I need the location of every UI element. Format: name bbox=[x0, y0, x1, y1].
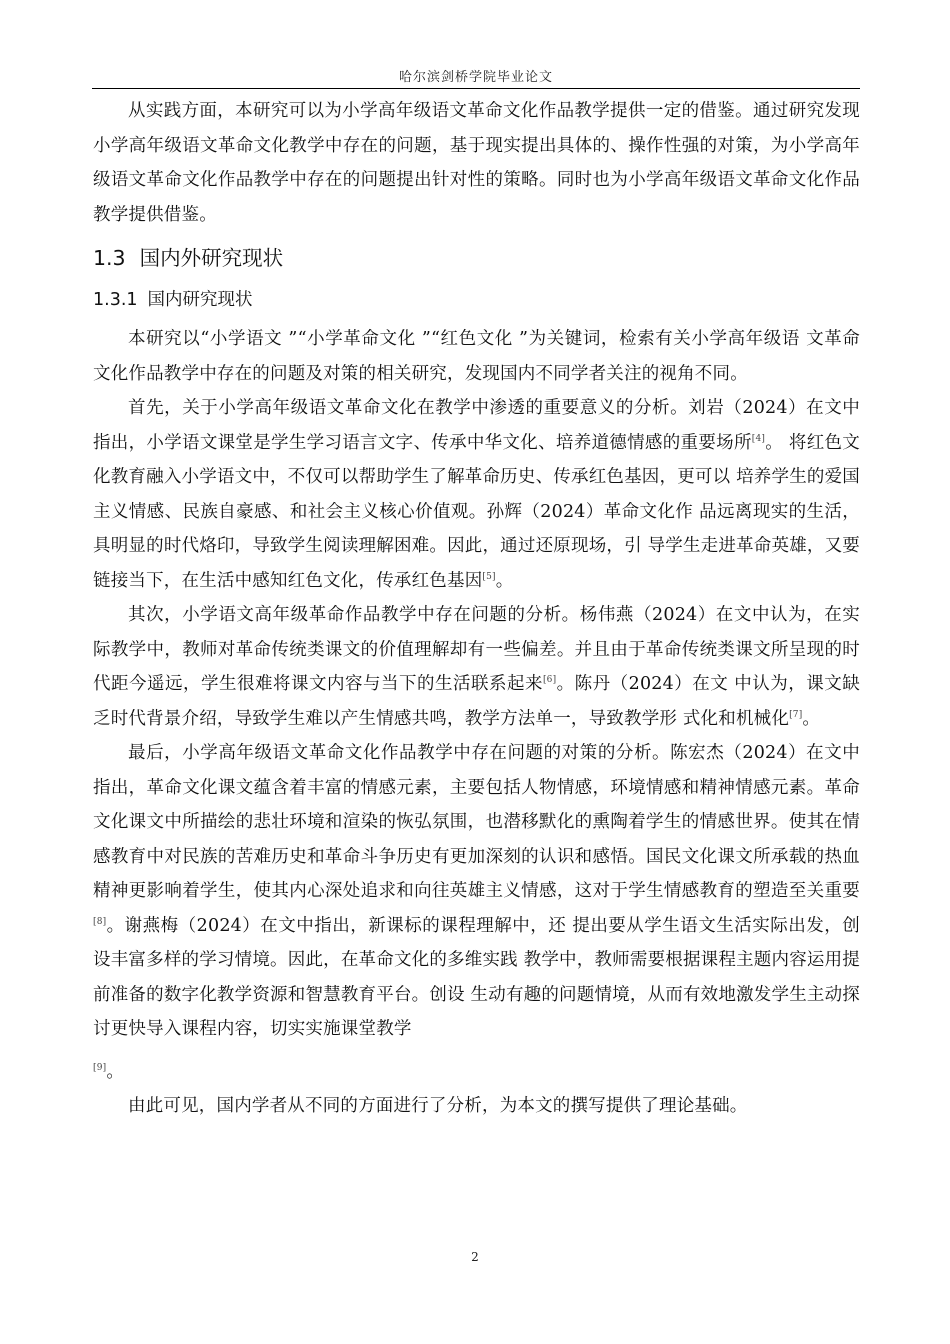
paragraph-text: 。 将红色文化教育融入小学语文中，不仅可以帮助学生了解革命历史、传承红色基因，更可以 培养学生的爱国主义情感、民族自豪感、和社会主义核心价值观。孙辉（2024）革命文化作 品远离现实的生活，具明显的时代烙印，导致学生阅读理解困难。因此，通过还原现场，引 导学生走进革命英雄，又要链接当下，在生活中感知红色文化，传承红色基因 bbox=[93, 432, 860, 591]
citation-line bbox=[93, 1055, 860, 1089]
section-title: 国内外研究现状 bbox=[139, 246, 284, 270]
paragraph-text: 。 bbox=[495, 570, 514, 591]
paragraph-second bbox=[93, 598, 860, 736]
header-rule bbox=[92, 88, 860, 89]
paragraph-text: 首先，关于小学高年级语文革命文化在教学中渗透的重要意义的分析。刘岩（2024）在文中指出，小学语文课堂是学生学习语言文字、传承中华文化、培养道德情感的重要场所 bbox=[93, 398, 860, 453]
citation-9: [9] bbox=[93, 1062, 107, 1073]
paragraph-conclusion: 由此可见，国内学者从不同的方面进行了分析，为本文的撰写提供了理论基础。 bbox=[128, 1095, 748, 1116]
subsection-heading-1-3-1 bbox=[93, 282, 860, 318]
paragraph-first bbox=[93, 391, 860, 598]
paragraph-text: 。陈丹（2024）在文 中认为，课文缺乏时代背景介绍，导致学生难以产生情感共鸣，教学方法单一，导致教学形 式化和机械化 bbox=[93, 674, 861, 729]
page-body bbox=[93, 94, 860, 1123]
citation-6: [6] bbox=[542, 675, 557, 686]
running-header: 哈尔滨剑桥学院毕业论文 bbox=[398, 70, 553, 85]
citation-5: [5] bbox=[482, 571, 496, 582]
paragraph-finally bbox=[93, 736, 860, 1047]
paragraph-text: 最后，小学高年级语文革命文化作品教学中存在问题的对策的分析。陈宏杰（2024）在文中指出，革命文化课文蕴含着丰富的情感元素，主要包括人物情感，环境情感和精神情感元素。革命文化课文中所描绘的悲壮环境和渲染的恢弘氛围，也潜移默化的熏陶着学生的情感世界。使其在情感教育中对民族的苦难历史和革命斗争历史有更加深刻的认识和感悟。国民文化课文所承载的热血精神更影响着学生，使其内心深处追求和向往英雄主义情感，这对于学生情感教育的塑造至关重要 bbox=[93, 743, 860, 901]
citation-8: [8] bbox=[93, 916, 107, 927]
section-number: 1.3 bbox=[93, 246, 126, 270]
section-heading-1-3 bbox=[93, 238, 860, 278]
subsection-title: 国内研究现状 bbox=[147, 290, 253, 310]
paragraph-text: 其次，小学语文高年级革命作品教学中存在问题的分析。杨伟燕（2024）在文中认为，在实际教学中，教师对革命传统类课文的价值理解却有一些偏差。并且由于革命传统类课文所呈现的时代距今遥远，学生很难将课文内容与当下的生活联系起来 bbox=[93, 605, 860, 694]
paragraph-practice-significance: 从实践方面，本研究可以为小学高年级语文革命文化作品教学提供一定的借鉴。通过研究发现小学高年级语文革命文化教学中存在的问题，基于现实提出具体的、操作性强的对策，为小学高年级语文革命文化作品教学中存在的问题提出针对性的策略。同时也为小学高年级语文革命文化作品教学提供借鉴。 bbox=[93, 101, 860, 225]
paragraph-keywords: 本研究以“小学语文 ”“小学革命文化 ”“红色文化 ”为关键词，检索有关小学高年级语 文革命文化作品教学中存在的问题及对策的相关研究，发现国内不同学者关注的视角不同。 bbox=[93, 329, 860, 384]
citation-7: [7] bbox=[789, 709, 803, 720]
page-number: 2 bbox=[471, 1250, 479, 1264]
subsection-number: 1.3.1 bbox=[93, 290, 138, 310]
spacer bbox=[93, 1047, 860, 1055]
citation-4: [4] bbox=[751, 433, 766, 444]
paragraph-text: 。 bbox=[802, 708, 821, 729]
paragraph-text: 。谢燕梅（2024）在文中指出，新课标的课程理解中，还 提出要从学生语文生活实际出发，创设丰富多样的学习情境。因此，在革命文化的多维实践 教学中，教师需要根据课程主题内容运用提前准备的数字化教学资源和智慧教育平台。创设 生动有趣的问题情境，从而有效地激发学生主动探讨更快导入课程内容，切实实施课堂教学 bbox=[93, 915, 860, 1039]
paragraph-text: 。 bbox=[106, 1061, 125, 1082]
